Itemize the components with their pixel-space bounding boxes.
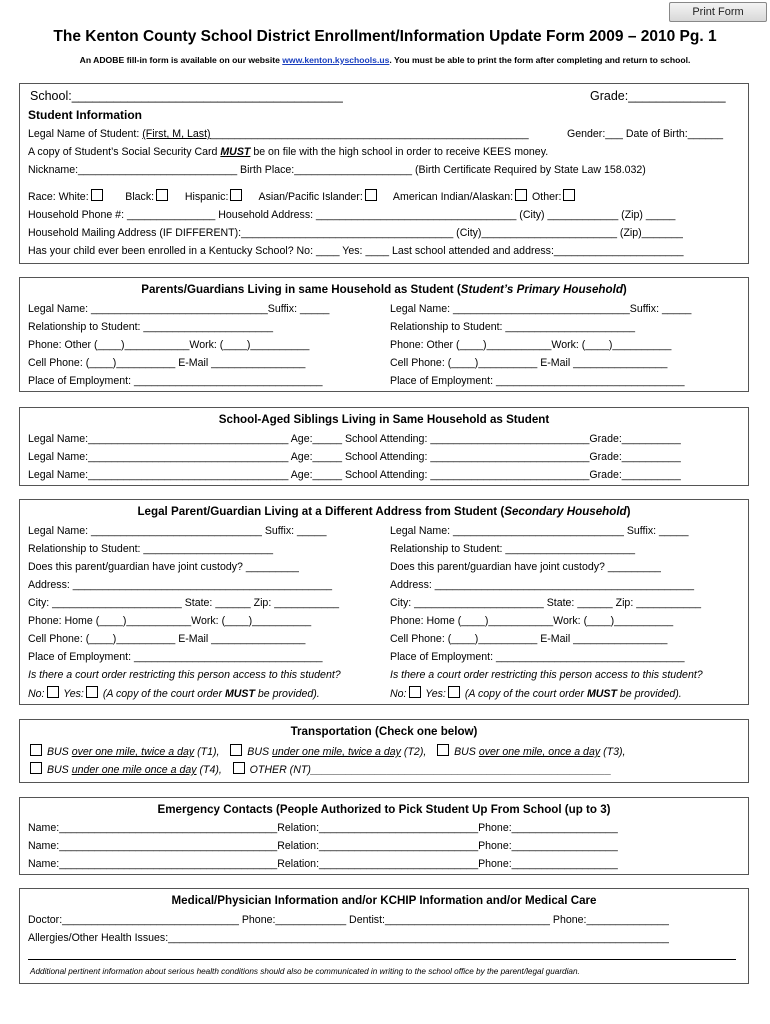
allergies-field[interactable]: Allergies/Other Health Issues:_____________________________________________________________________________________ [28, 932, 669, 944]
sec1-yes-label: Yes: [63, 688, 84, 700]
sec2-address[interactable]: Address: ____________________________________________ [390, 579, 694, 591]
parents-heading-italic: Student’s Primary Household [460, 283, 623, 296]
ssn-must: MUST [220, 146, 251, 158]
emergency-contacts-section [19, 797, 749, 875]
emergency-contact-row[interactable]: Name:_____________________________________Relation:___________________________Phone:__________________ [28, 840, 618, 852]
sibling-row[interactable]: Legal Name:__________________________________ Age:_____ School Attending: ___________________________Grade:__________ [28, 433, 681, 445]
t3-underlined: over one mile, once a day [478, 746, 601, 758]
sec2-copy-post: be provided). [616, 688, 682, 700]
secondary-heading-pre: Legal Parent/Guardian Living at a Different Address from Student ( [137, 505, 505, 518]
secondary-heading [20, 505, 748, 519]
medical-section [19, 888, 749, 984]
sec2-court-row [390, 686, 682, 701]
race-hispanic-checkbox[interactable] [230, 189, 242, 201]
legal-name-line: ______________________________________________________ [210, 128, 529, 140]
siblings-heading: School-Aged Siblings Living in Same Household as Student [218, 413, 550, 426]
sec2-legal-name[interactable]: Legal Name: _____________________________ Suffix: _____ [390, 525, 689, 537]
sec2-yes-label: Yes: [425, 688, 446, 700]
parents-heading-post: ) [622, 283, 627, 296]
race-black-checkbox[interactable] [156, 189, 168, 201]
parent1-cell[interactable]: Cell Phone: (____)__________ E-Mail ________________ [28, 357, 306, 369]
sec1-employment[interactable]: Place of Employment: ________________________________ [28, 651, 323, 663]
race-white-label: Race: White: [28, 191, 89, 203]
other-transport-label: OTHER (NT)___________________________________________________ [249, 764, 612, 776]
allergies-extra-line[interactable] [28, 959, 736, 960]
sibling-row[interactable]: Legal Name:__________________________________ Age:_____ School Attending: ___________________________Grade:__________ [28, 451, 681, 463]
sec1-court-question: Is there a court order restricting this person access to this student? [28, 669, 341, 681]
sec2-court-question: Is there a court order restricting this person access to this student? [390, 669, 703, 681]
subtitle-post: . You must be able to print the form after completing and return to school. [389, 55, 691, 65]
t1-underlined: over one mile, twice a day [71, 746, 195, 758]
t2-pre: BUS [247, 746, 273, 758]
nickname-birthplace-field[interactable]: Nickname:___________________________ Birth Place:____________________ (Birth Certificate Required by State Law 158.032) [28, 164, 646, 176]
parent2-cell[interactable]: Cell Phone: (____)__________ E-Mail ________________ [390, 357, 668, 369]
legal-name-pre: Legal Name of Student: [28, 128, 143, 140]
ssn-note [28, 145, 548, 159]
race-native-checkbox[interactable] [515, 189, 527, 201]
legal-name-field[interactable] [28, 127, 529, 141]
sec2-relationship[interactable]: Relationship to Student: ______________________ [390, 543, 636, 555]
emergency-contact-row[interactable]: Name:_____________________________________Relation:___________________________Phone:__________________ [28, 822, 618, 834]
page-title: The Kenton County School District Enrollment/Information Update Form 2009 – 2010 Pg. 1 [53, 28, 717, 45]
t4-underlined: under one mile once a day [71, 764, 197, 776]
secondary-household-section [19, 499, 749, 705]
t3-checkbox[interactable] [437, 744, 449, 756]
sec2-phone[interactable]: Phone: Home (____)___________Work: (____)__________ [390, 615, 674, 627]
siblings-section [19, 407, 749, 486]
t2-post: (T2), [400, 746, 427, 758]
sec1-city[interactable]: City: ______________________ State: ______ Zip: ___________ [28, 597, 340, 609]
parent2-relationship[interactable]: Relationship to Student: ______________________ [390, 321, 636, 333]
t4-pre: BUS [46, 764, 72, 776]
race-native-label: American Indian/Alaskan: [392, 191, 514, 203]
parent1-relationship[interactable]: Relationship to Student: ______________________ [28, 321, 274, 333]
sibling-row[interactable]: Legal Name:__________________________________ Age:_____ School Attending: ___________________________Grade:__________ [28, 469, 681, 481]
t1-pre: BUS [46, 746, 72, 758]
other-transport-checkbox[interactable] [233, 762, 245, 774]
parents-heading [20, 283, 748, 297]
parent2-employment[interactable]: Place of Employment: ________________________________ [390, 375, 685, 387]
race-asian-checkbox[interactable] [365, 189, 377, 201]
grade-field[interactable]: Grade:______________ [590, 89, 726, 103]
t2-underlined: under one mile, twice a day [272, 746, 401, 758]
household-phone-address-field[interactable]: Household Phone #: _______________ Household Address: __________________________________ (City) ____________ (Zip) _____ [28, 209, 676, 221]
parent2-phone[interactable]: Phone: Other (____)___________Work: (____)__________ [390, 339, 672, 351]
gender-dob-field[interactable]: Gender:___ Date of Birth:______ [567, 128, 724, 140]
student-info-section [19, 83, 749, 264]
sec1-no-checkbox[interactable] [47, 686, 59, 698]
website-link[interactable]: www.kenton.kyschools.us [282, 55, 390, 65]
enrolled-field[interactable]: Has your child ever been enrolled in a Kentucky School? No: ____ Yes: ____ Last school attended and address:______________________ [28, 245, 684, 257]
sec2-copy-pre: (A copy of the court order [464, 688, 587, 700]
transport-row-1 [28, 744, 625, 759]
t1-post: (T1), [194, 746, 220, 758]
race-row [28, 189, 577, 204]
t4-checkbox[interactable] [30, 762, 42, 774]
ssn-post: be on file with the high school in order to receive KEES money. [250, 146, 549, 158]
emergency-contact-row[interactable]: Name:_____________________________________Relation:___________________________Phone:__________________ [28, 858, 618, 870]
sec1-yes-checkbox[interactable] [86, 686, 98, 698]
parent1-legal-name[interactable]: Legal Name: ______________________________Suffix: _____ [28, 303, 330, 315]
transportation-section [19, 719, 749, 783]
race-other-label: Other: [532, 191, 562, 203]
student-info-heading: Student Information [28, 108, 142, 122]
sec1-copy-pre: (A copy of the court order [102, 688, 225, 700]
t2-checkbox[interactable] [230, 744, 242, 756]
legal-name-format: (First, M, Last) [142, 128, 211, 140]
secondary-heading-italic: Secondary Household [504, 505, 627, 518]
race-white-checkbox[interactable] [91, 189, 103, 201]
race-black-label: Black: [125, 191, 155, 203]
sec2-custody[interactable]: Does this parent/guardian have joint custody? _________ [390, 561, 661, 573]
race-asian-label: Asian/Pacific Islander: [258, 191, 363, 203]
parents-section [19, 277, 749, 392]
medical-note: Additional pertinent information about serious health conditions should also be communicated in writing to the school office by the parent/legal guardian. [30, 967, 580, 976]
transport-row-2 [28, 762, 611, 777]
emergency-heading: Emergency Contacts (People Authorized to Pick Student Up From School (up to 3) [157, 803, 611, 816]
parents-heading-pre: Parents/Guardians Living in same Household as Student ( [141, 283, 461, 296]
sec1-custody[interactable]: Does this parent/guardian have joint custody? _________ [28, 561, 299, 573]
sec2-city[interactable]: City: ______________________ State: ______ Zip: ___________ [390, 597, 702, 609]
race-hispanic-label: Hispanic: [184, 191, 229, 203]
sec1-no-label: No: [28, 688, 45, 700]
page-subtitle [0, 55, 770, 65]
sec1-legal-name[interactable]: Legal Name: _____________________________ Suffix: _____ [28, 525, 327, 537]
sec2-employment[interactable]: Place of Employment: ________________________________ [390, 651, 685, 663]
sec2-yes-checkbox[interactable] [448, 686, 460, 698]
subtitle-pre: An ADOBE fill-in form is available on our website [79, 55, 283, 65]
transportation-heading: Transportation (Check one below) [290, 725, 478, 738]
parent2-legal-name[interactable]: Legal Name: ______________________________Suffix: _____ [390, 303, 692, 315]
doctor-dentist-field[interactable]: Doctor:______________________________ Phone:____________ Dentist:____________________________ Phone:______________ [28, 914, 669, 926]
parent1-phone[interactable]: Phone: Other (____)___________Work: (____)__________ [28, 339, 310, 351]
school-field[interactable]: School:_______________________________________ [30, 89, 343, 103]
sec2-copy-must: MUST [586, 688, 617, 700]
sec1-copy-post: be provided). [254, 688, 320, 700]
ssn-pre: A copy of Student’s Social Security Card [28, 146, 221, 158]
sec1-phone[interactable]: Phone: Home (____)___________Work: (____)__________ [28, 615, 312, 627]
t3-post: (T3), [600, 746, 626, 758]
mailing-address-field[interactable]: Household Mailing Address (IF DIFFERENT):____________________________________ (City)_______________________ (Zip)_______ [28, 227, 683, 239]
sec1-copy-must: MUST [224, 688, 255, 700]
t4-post: (T4), [196, 764, 222, 776]
sec1-cell[interactable]: Cell Phone: (____)__________ E-Mail ________________ [28, 633, 306, 645]
t3-pre: BUS [454, 746, 479, 758]
medical-heading: Medical/Physician Information and/or KCHIP Information and/or Medical Care [171, 894, 597, 907]
sec2-cell[interactable]: Cell Phone: (____)__________ E-Mail ________________ [390, 633, 668, 645]
print-form-button[interactable]: Print Form [669, 2, 767, 22]
race-other-checkbox[interactable] [563, 189, 575, 201]
sec1-court-row [28, 686, 320, 701]
parent1-employment[interactable]: Place of Employment: ________________________________ [28, 375, 323, 387]
t1-checkbox[interactable] [30, 744, 42, 756]
sec1-address[interactable]: Address: ____________________________________________ [28, 579, 332, 591]
sec2-no-label: No: [390, 688, 407, 700]
sec2-no-checkbox[interactable] [409, 686, 421, 698]
secondary-heading-post: ) [626, 505, 631, 518]
sec1-relationship[interactable]: Relationship to Student: ______________________ [28, 543, 274, 555]
